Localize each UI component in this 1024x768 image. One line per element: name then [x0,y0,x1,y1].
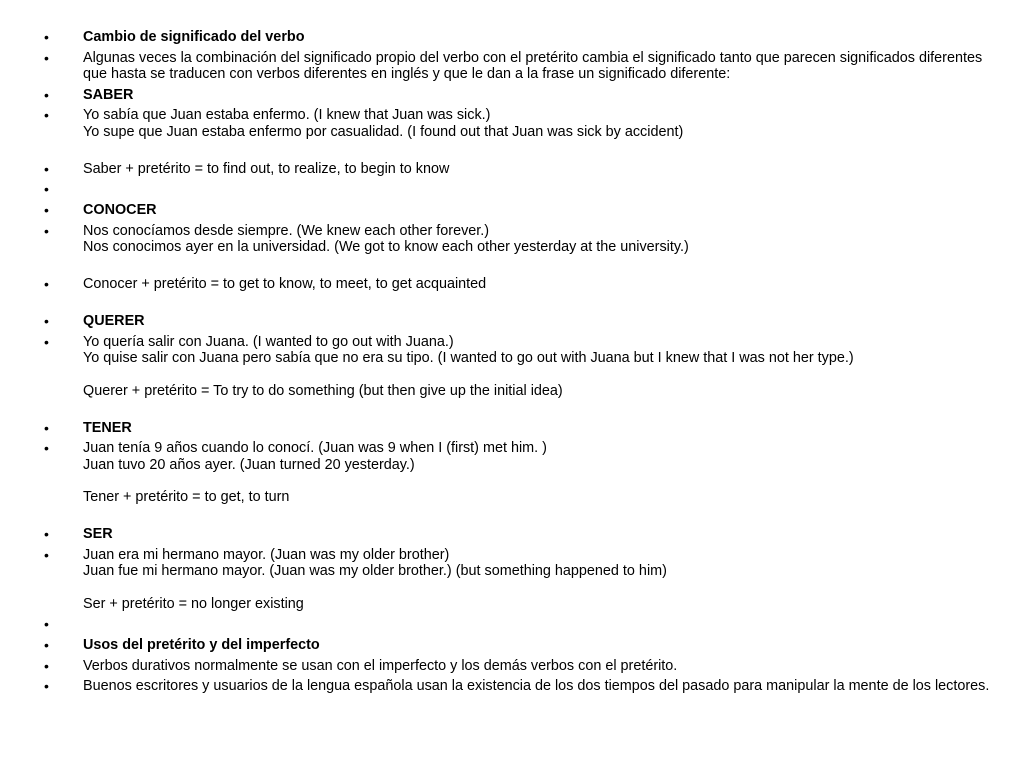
bullet-item [44,181,999,197]
bullet-item [44,440,999,521]
section-heading-item [44,637,999,653]
section-heading-item [44,87,999,103]
bullet-line: Yo supe que Juan estaba enfermo por casualidad. (I found out that Juan was sick by accident) [83,123,684,140]
bullet-item [44,616,999,632]
bullet-line: • Yo quería salir con Juana. (I wanted to go out with Juana.) [83,333,454,350]
bullet-line: Juan tuvo 20 años ayer. (Juan turned 20 yesterday.) [83,456,415,473]
section-heading-text: • SER [83,526,113,543]
bullet-item [44,50,999,83]
bullet-line [83,181,999,197]
bullet-item [44,161,999,177]
section-heading-text: • Usos del pretérito y del imperfecto [83,637,320,654]
bullet-line: • Juan tenía 9 años cuando lo conocí. (Juan was 9 when I (first) met him. ) [83,440,547,457]
bullet-line: • Juan era mi hermano mayor. (Juan was my older brother) [83,546,450,563]
bullet-item [44,276,999,309]
bullet-line [83,579,999,595]
bullet-line: • Yo sabía que Juan estaba enfermo. (I knew that Juan was sick.) [83,107,491,124]
section-heading-item [44,202,999,218]
bullet-line: Tener + pretérito = to get, to turn [83,489,290,506]
bullet-line: Nos conocimos ayer en la universidad. (We got to know each other yesterday at the university.) [83,239,689,255]
bullet-item [44,658,999,674]
bullet-item [44,334,999,415]
bullet-line [83,473,999,489]
bullet-line [83,505,999,521]
bullet-line: • Saber + pretérito = to find out, to realize, to begin to know [83,160,450,177]
bullet-line: Yo quise salir con Juana pero sabía que no era su tipo. (I wanted to go out with Juana but I knew that I was not her type.) [83,349,854,366]
section-heading-text: • Cambio de significado del verbo [83,29,305,45]
bullet-line [83,292,999,308]
bullet-line [83,616,999,632]
bullet-item [44,107,999,156]
bullet-line: • Conocer + pretérito = to get to know, to meet, to get acquainted [83,275,487,292]
section-heading-text: • CONOCER [83,202,157,219]
bullet-line [83,366,999,382]
bullet-line [83,255,999,271]
bullet-line: • Verbos durativos normalmente se usan con el imperfecto y los demás verbos con el pretérito. [83,657,678,674]
section-heading-text: • TENER [83,419,132,436]
bullet-line: Juan fue mi hermano mayor. (Juan was my older brother.) (but something happened to him) [83,563,667,580]
section-heading-item [44,526,999,542]
section-heading-item [44,420,999,436]
bullet-item [44,678,999,694]
bullet-line: • Algunas veces la combinación del significado propio del verbo con el pretérito cambia el significado tanto que parecen significados diferentes que hasta se traducen con verbos diferentes en inglés y que le dan a la frase un significado diferente: [83,49,983,82]
bullet-item [44,223,999,272]
bullet-line: • Buenos escritores y usuarios de la lengua española usan la existencia de los dos tiempos del pasado para manipular la mente de los lectores. [83,678,990,695]
section-heading-text: • QUERER [83,312,145,329]
bullet-item [44,547,999,612]
section-heading-item [44,313,999,329]
bullet-line: Querer + pretérito = To try to do something (but then give up the initial idea) [83,382,563,399]
section-heading-item [44,29,999,45]
bullet-line [83,140,999,156]
bullet-line [83,399,999,415]
section-heading-text: • SABER [83,86,134,103]
bullet-line: Ser + pretérito = no longer existing [83,595,304,612]
bullet-list [44,29,999,699]
bullet-line: • Nos conocíamos desde siempre. (We knew each other forever.) [83,222,490,239]
